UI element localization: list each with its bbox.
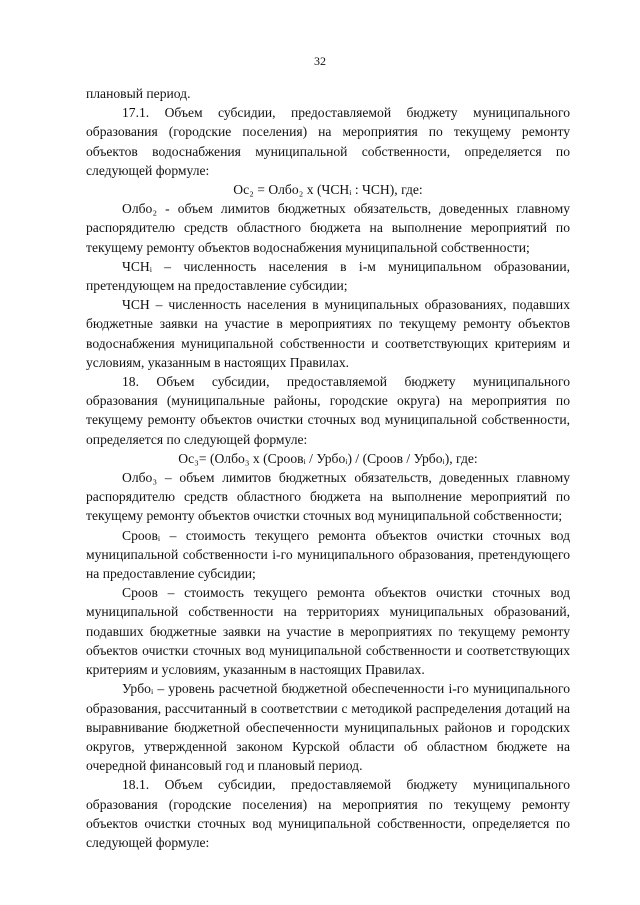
formula: Ос₃= (Олбо₃ х (Сроовᵢ / Урбоᵢ) / (Сроов / Урбоᵢ), где: — [178, 450, 478, 466]
paragraph: Сроовᵢ – стоимость текущего ремонта объектов очистки сточных вод муниципальной собственности i-го муниципального образования, претендующего на предоставление субсидии; — [86, 527, 570, 582]
paragraph: 17.1. Объем субсидии, предоставляемой бюджету муниципального образования (городские поселения) на мероприятия по текущему ремонту объектов водоснабжения муниципальной собственности, определяется по следующей формуле: — [86, 105, 570, 178]
paragraph: 18.1. Объем субсидии, предоставляемой бюджету муниципального образования (городские поселения) на мероприятия по текущему ремонту объектов очистки сточных вод муниципальной собственности, определяется по следующей формуле: — [86, 777, 570, 850]
paragraph: 18. Объем субсидии, предоставляемой бюджету муниципального образования (муниципальные районы, городские округа) на мероприятия по текущему ремонту объектов очистки сточных вод муниципальной собственности, определяется по следующей формуле: — [86, 374, 570, 447]
paragraph: плановый период. — [86, 86, 191, 101]
paragraph: ЧСНᵢ – численность населения в i-м муниципальном образовании, претендующем на предоставление субсидии; — [86, 258, 570, 294]
formula: Ос₂ = Олбо₂ х (ЧСНᵢ : ЧСН), где: — [233, 182, 423, 198]
paragraph: Урбоᵢ – уровень расчетной бюджетной обеспеченности i-го муниципального образования, рассчитанный в соответствии с методикой распределения дотаций на выравнивание бюджетной обеспеченности муниципальных районов и городских округов, утвержденной законом Курской области об областном бюджете на очередной финансовый год и плановый период. — [86, 681, 570, 774]
body-text — [86, 84, 570, 852]
page-number: 32 — [314, 54, 326, 68]
paragraph: Сроов – стоимость текущего ремонта объектов очистки сточных вод муниципальной собственности на территориях муниципальных образований, подавших бюджетные заявки на участие в мероприятиях по текущему ремонту объектов очистки сточных вод муниципальной собственности и соответствующих критериям и условиям, указанным в настоящих Правилах. — [86, 585, 570, 678]
paragraph: Олбо₂ - объем лимитов бюджетных обязательств, доведенных главному распорядителю средств областного бюджета на выполнение мероприятий по текущему ремонту объектов водоснабжения муниципальной собственности; — [86, 201, 570, 255]
paragraph: Олбо₃ – объем лимитов бюджетных обязательств, доведенных главному распорядителю средств областного бюджета на выполнение мероприятий по текущему ремонту объектов очистки сточных вод муниципальной собственности; — [86, 470, 570, 524]
paragraph: ЧСН – численность населения в муниципальных образованиях, подавших бюджетные заявки на участие в мероприятиях по текущему ремонту объектов водоснабжения муниципальной собственности и соответствующих критериям и условиям, указанным в настоящих Правилах. — [86, 297, 570, 370]
